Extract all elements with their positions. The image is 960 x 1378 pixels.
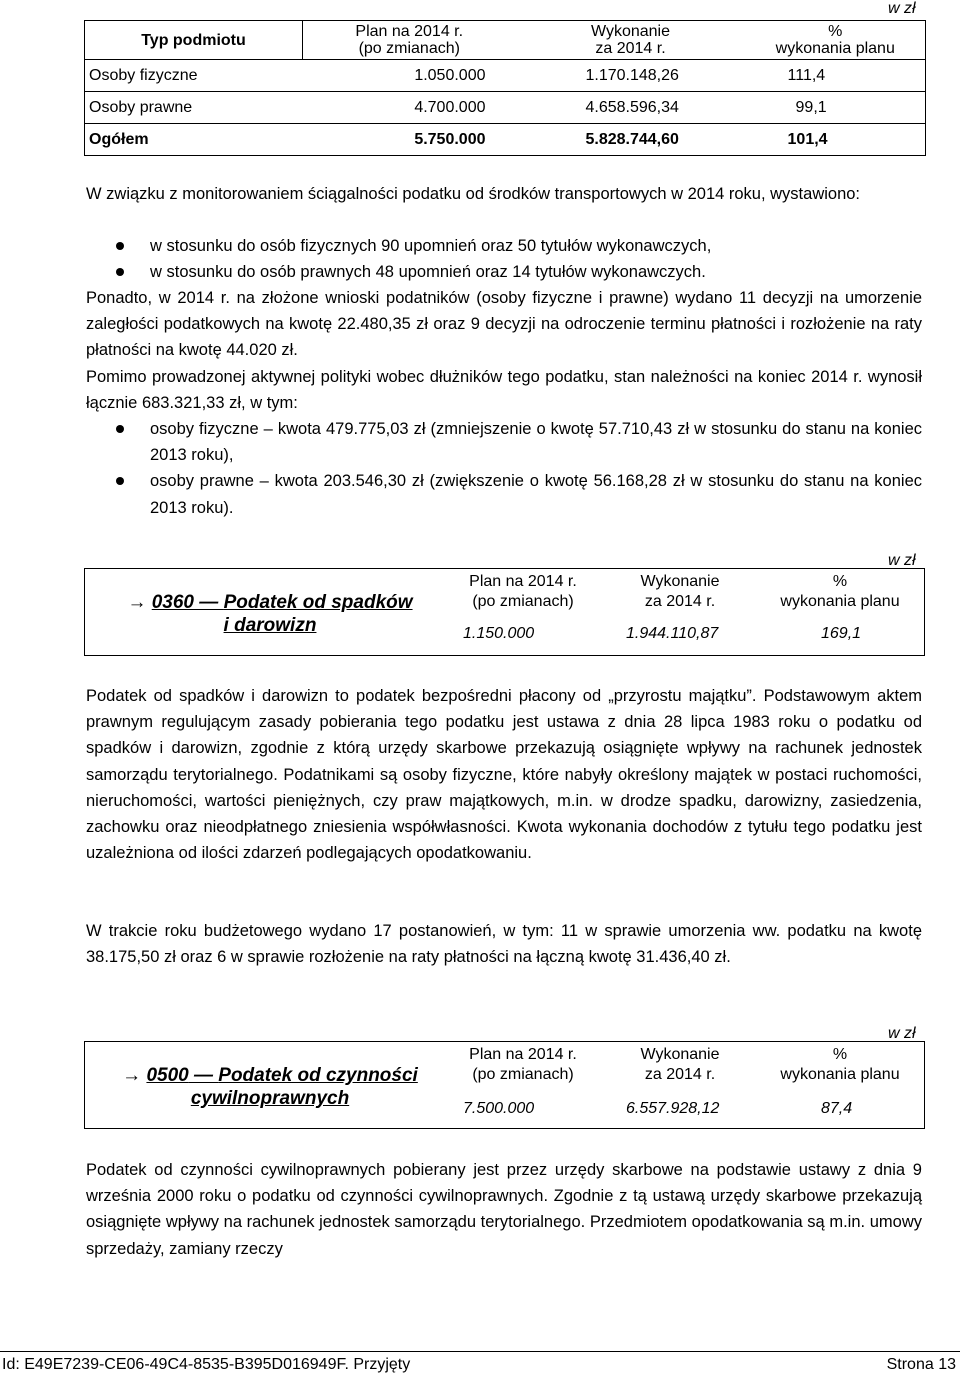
- value-plan: 1.150.000: [463, 625, 535, 642]
- value-pct: 169,1: [821, 625, 862, 642]
- header-typ-podmiotu: Typ podmiotu: [85, 21, 303, 60]
- row-exec: 1.170.148,26: [516, 60, 746, 92]
- row-label: Ogółem: [85, 124, 303, 156]
- list-item: osoby prawne – kwota 203.546,30 zł (zwiększenie o kwotę 56.168,28 zł w stosunku do stanu na koniec 2013 roku).: [86, 468, 922, 520]
- row-label: Osoby fizyczne: [85, 60, 303, 92]
- paragraph-inheritance-tax: Podatek od spadków i darowizn to podatek bezpośredni płacony od „przyrostu majątku”. Podstawowym aktem prawnym regulującym zasady pobierania tego podatku jest ustawa z dnia 28 lipca 1983 roku o podatku od spadków i darowizn, zgodnie z którą urzędy skarbowe przekazują osiągnięte wpływy na rachunek jednostek samorządu terytorialnego. Podatnikami są osoby fizyczne, które nabyły określony majątek w postaci ruchomości, nieruchomości, wartości pieniężnych, czy praw majątkowych, m.in. w drodze spadku, darowizny, zasiedzenia, zachowku oraz nieodpłatnego zniesienia współwłasności. Kwota wykonania dochodów z tytułu tego podatku jest uzależniona od ilości zdarzeń podlegających opodatkowaniu.: [86, 687, 922, 863]
- value-plan: 7.500.000: [463, 1100, 535, 1117]
- table-row-total: [85, 124, 926, 156]
- list-item: osoby fizyczne – kwota 479.775,03 zł (zmniejszenie o kwotę 57.710,43 zł w stosunku do stanu na koniec 2013 roku),: [86, 416, 922, 468]
- paragraph-decisions-2014: W trakcie roku budżetowego wydano 17 postanowień, w tym: 11 w sprawie umorzenia ww. podatku na kwotę 38.175,50 zł oraz 6 w sprawie rozłożenie na raty płatności na łączną kwotę 31.436,40 zł.: [86, 922, 922, 967]
- header-plan: Plan na 2014 r. (po zmianach): [469, 1046, 577, 1083]
- row-label: Osoby prawne: [85, 92, 303, 124]
- section-0500-box: [84, 1041, 925, 1129]
- footer-divider: [0, 1351, 960, 1352]
- paragraph-monitoring: W związku z monitorowaniem ściągalności podatku od środków transportowych w 2014 roku, wystawiono:: [86, 185, 861, 203]
- value-pct: 87,4: [821, 1100, 853, 1117]
- row-pct: 101,4: [746, 124, 926, 156]
- row-exec: 4.658.596,34: [516, 92, 746, 124]
- paragraph-receivables: Pomimo prowadzonej aktywnej polityki wobec dłużników tego podatku, stan należności na koniec 2014 r. wynosił łącznie 683.321,33 zł, w tym:: [86, 368, 922, 413]
- bullet-icon: [116, 425, 124, 433]
- section-title: → 0500 — Podatek od czynności cywilnoprawnych: [122, 1065, 418, 1109]
- footer-document-id: Id: E49E7239-CE06-49C4-8535-B395D016949F. Przyjęty: [2, 1356, 411, 1373]
- value-exec: 6.557.928,12: [626, 1100, 720, 1117]
- row-plan: 1.050.000: [303, 60, 516, 92]
- unit-label: w zł: [888, 552, 916, 569]
- bullet-list-receivables: [86, 416, 922, 521]
- value-exec: 1.944.110,87: [626, 625, 719, 642]
- row-exec: 5.828.744,60: [516, 124, 746, 156]
- header-procent: % wykonania planu: [780, 1046, 900, 1083]
- paragraph-decisions: Ponadto, w 2014 r. na złożone wnioski podatników (osoby fizyczne i prawne) wydano 11 decyzji na umorzenie zaległości podatkowych na kwotę 22.480,35 zł oraz 9 decyzji na odroczenie terminu płatności i rozłożenie na raty płatności na kwotę 44.020 zł.: [86, 289, 922, 360]
- bullet-icon: [116, 477, 124, 485]
- tax-execution-table: [84, 20, 926, 156]
- table-row: [85, 92, 926, 124]
- header-plan: Plan na 2014 r. (po zmianach): [303, 21, 516, 60]
- list-item: w stosunku do osób prawnych 48 upomnień oraz 14 tytułów wykonawczych.: [86, 259, 922, 285]
- arrow-icon: →: [127, 592, 147, 613]
- row-pct: 99,1: [746, 92, 926, 124]
- row-plan: 5.750.000: [303, 124, 516, 156]
- unit-label: w zł: [888, 1025, 916, 1042]
- bullet-icon: [116, 242, 124, 250]
- header-plan: Plan na 2014 r. (po zmianach): [469, 573, 577, 610]
- header-wykonanie: Wykonanie za 2014 r.: [640, 573, 720, 610]
- table-header-row: [85, 21, 926, 60]
- header-procent: % wykonania planu: [746, 21, 926, 60]
- unit-label: w zł: [888, 0, 916, 17]
- section-title: → 0360 — Podatek od spadków i darowizn: [127, 592, 413, 636]
- section-0360-box: [84, 568, 925, 656]
- table-row: [85, 60, 926, 92]
- header-wykonanie: Wykonanie za 2014 r.: [516, 21, 746, 60]
- header-wykonanie: Wykonanie za 2014 r.: [640, 1046, 720, 1083]
- header-procent: % wykonania planu: [780, 573, 900, 610]
- footer-page-number: Strona 13: [886, 1356, 956, 1373]
- row-pct: 111,4: [746, 60, 926, 92]
- paragraph-civil-law-tax: Podatek od czynności cywilnoprawnych pobierany jest przez urzędy skarbowe na podstawie ustawy z dnia 9 września 2000 roku o podatku od czynności cywilnoprawnych. Zgodnie z tą ustawą urzędy skarbowe przekazują osiągnięte wpływy na rachunek jednostek samorządu terytorialnego. Przedmiotem opodatkowania są m.in. umowy sprzedaży, zamiany rzeczy: [86, 1161, 922, 1258]
- row-plan: 4.700.000: [303, 92, 516, 124]
- arrow-icon: →: [122, 1065, 142, 1086]
- list-item: w stosunku do osób fizycznych 90 upomnień oraz 50 tytułów wykonawczych,: [86, 233, 922, 259]
- bullet-list-reminders: [86, 233, 922, 285]
- bullet-icon: [116, 268, 124, 276]
